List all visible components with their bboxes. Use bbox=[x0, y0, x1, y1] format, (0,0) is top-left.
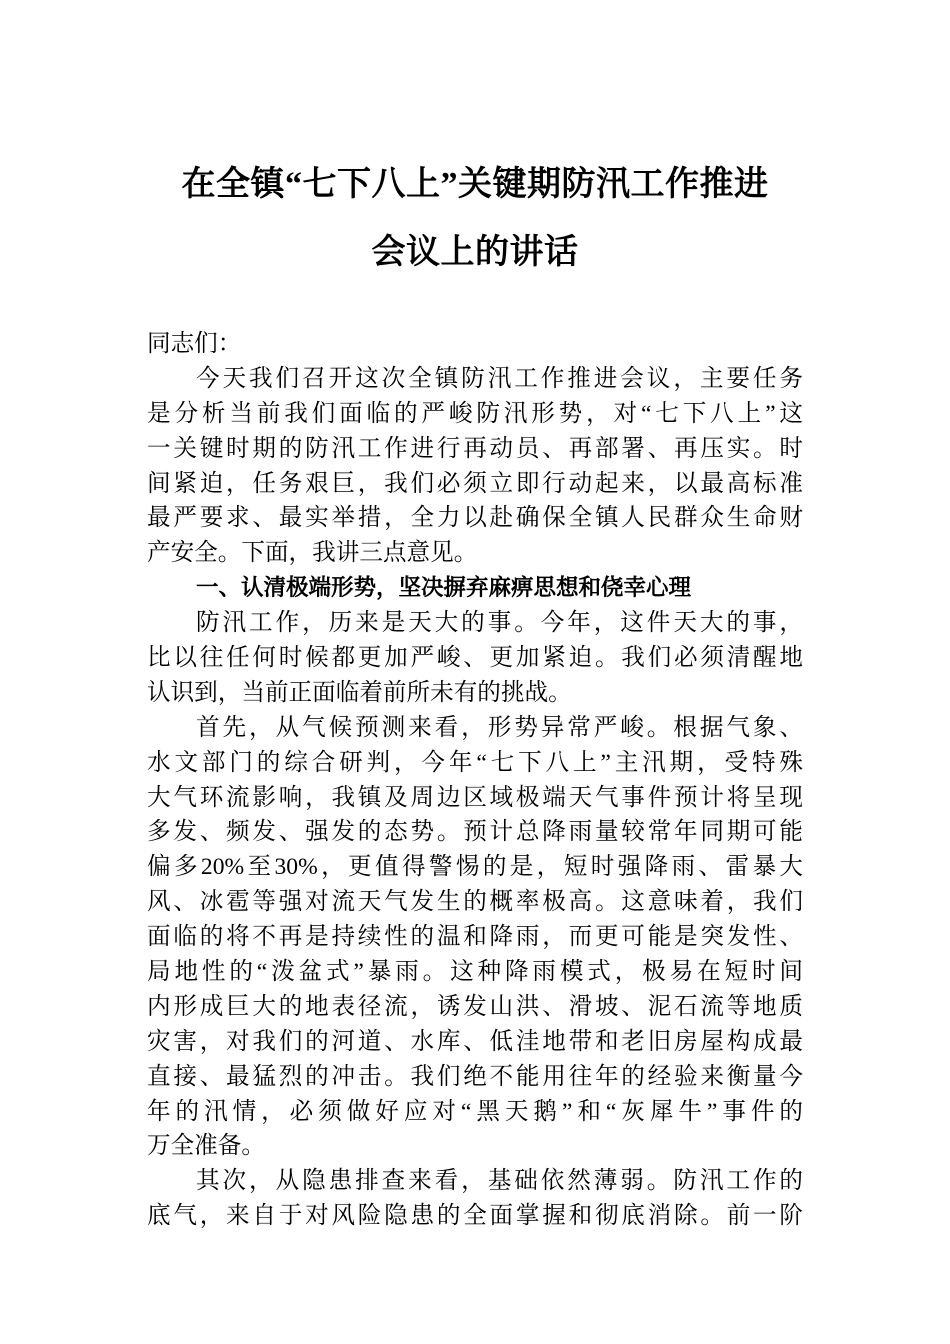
paragraph bbox=[147, 606, 803, 711]
text-line: 年的汛情，必须做好应对“黑天鹅”和“灰犀牛”事件的 bbox=[147, 1098, 803, 1125]
text-line: 间紧迫，任务艰巨，我们必须立即行动起来，以最高标准 bbox=[147, 470, 803, 497]
paragraph bbox=[147, 327, 803, 362]
document-body bbox=[147, 327, 803, 1234]
text-line: 灾害，对我们的河道、水库、低洼地带和老旧房屋构成最 bbox=[147, 1028, 803, 1055]
text-line: 是分析当前我们面临的严峻防汛形势，对“七下八上”这 bbox=[147, 400, 803, 427]
document-title-line-2: 会议上的讲话 bbox=[371, 234, 579, 271]
text-line: 大气环流影响，我镇及周边区域极端天气事件预计将呈现 bbox=[147, 784, 803, 811]
text-line: 万全准备。 bbox=[147, 1133, 265, 1160]
text-line: 同志们： bbox=[147, 331, 242, 357]
text-line: 首先，从气候预测来看，形势异常严峻。根据气象、 bbox=[196, 714, 803, 741]
text-line: 直接、最猛烈的冲击。我们绝不能用往年的经验来衡量今 bbox=[147, 1063, 803, 1090]
section-heading bbox=[147, 571, 803, 606]
text-line: 防汛工作，历来是天大的事。今年，这件天大的事， bbox=[196, 610, 803, 637]
text-line: 内形成巨大的地表径流，诱发山洪、滑坡、泥石流等地质 bbox=[147, 993, 803, 1020]
text-line: 局地性的“泼盆式”暴雨。这种降雨模式，极易在短时间 bbox=[147, 959, 803, 986]
text-line: 比以往任何时候都更加严峻、更加紧迫。我们必须清醒地 bbox=[147, 645, 803, 672]
text-line: 多发、频发、强发的态势。预计总降雨量较常年同期可能 bbox=[147, 819, 803, 846]
paragraph bbox=[147, 362, 803, 571]
text-line: 其次，从隐患排查来看，基础依然薄弱。防汛工作的 bbox=[196, 1168, 803, 1195]
text-line: 偏多20%至30%，更值得警惕的是，短时强降雨、雷暴大 bbox=[147, 854, 803, 881]
text-line: 底气，来自于对风险隐患的全面掌握和彻底消除。前一阶 bbox=[147, 1203, 803, 1230]
paragraph bbox=[147, 711, 803, 1165]
text-line: 今天我们召开这次全镇防汛工作推进会议，主要任务 bbox=[196, 365, 803, 392]
text-line: 一、认清极端形势，坚决摒弃麻痹思想和侥幸心理 bbox=[196, 575, 692, 602]
text-line: 水文部门的综合研判，今年“七下八上”主汛期，受特殊 bbox=[147, 749, 803, 776]
text-line: 一关键时期的防汛工作进行再动员、再部署、再压实。时 bbox=[147, 435, 803, 462]
text-line: 产安全。下面，我讲三点意见。 bbox=[147, 540, 478, 567]
text-line: 风、冰雹等强对流天气发生的概率极高。这意味着，我们 bbox=[147, 889, 803, 916]
text-line: 最严要求、最实举措，全力以赴确保全镇人民群众生命财 bbox=[147, 505, 803, 532]
text-line: 面临的将不再是持续性的温和降雨，而更可能是突发性、 bbox=[147, 924, 803, 951]
paragraph bbox=[147, 1164, 803, 1234]
text-line: 认识到，当前正面临着前所未有的挑战。 bbox=[147, 679, 572, 706]
document-title-line-1: 在全镇“七下八上”关键期防汛工作推进 bbox=[181, 166, 769, 203]
